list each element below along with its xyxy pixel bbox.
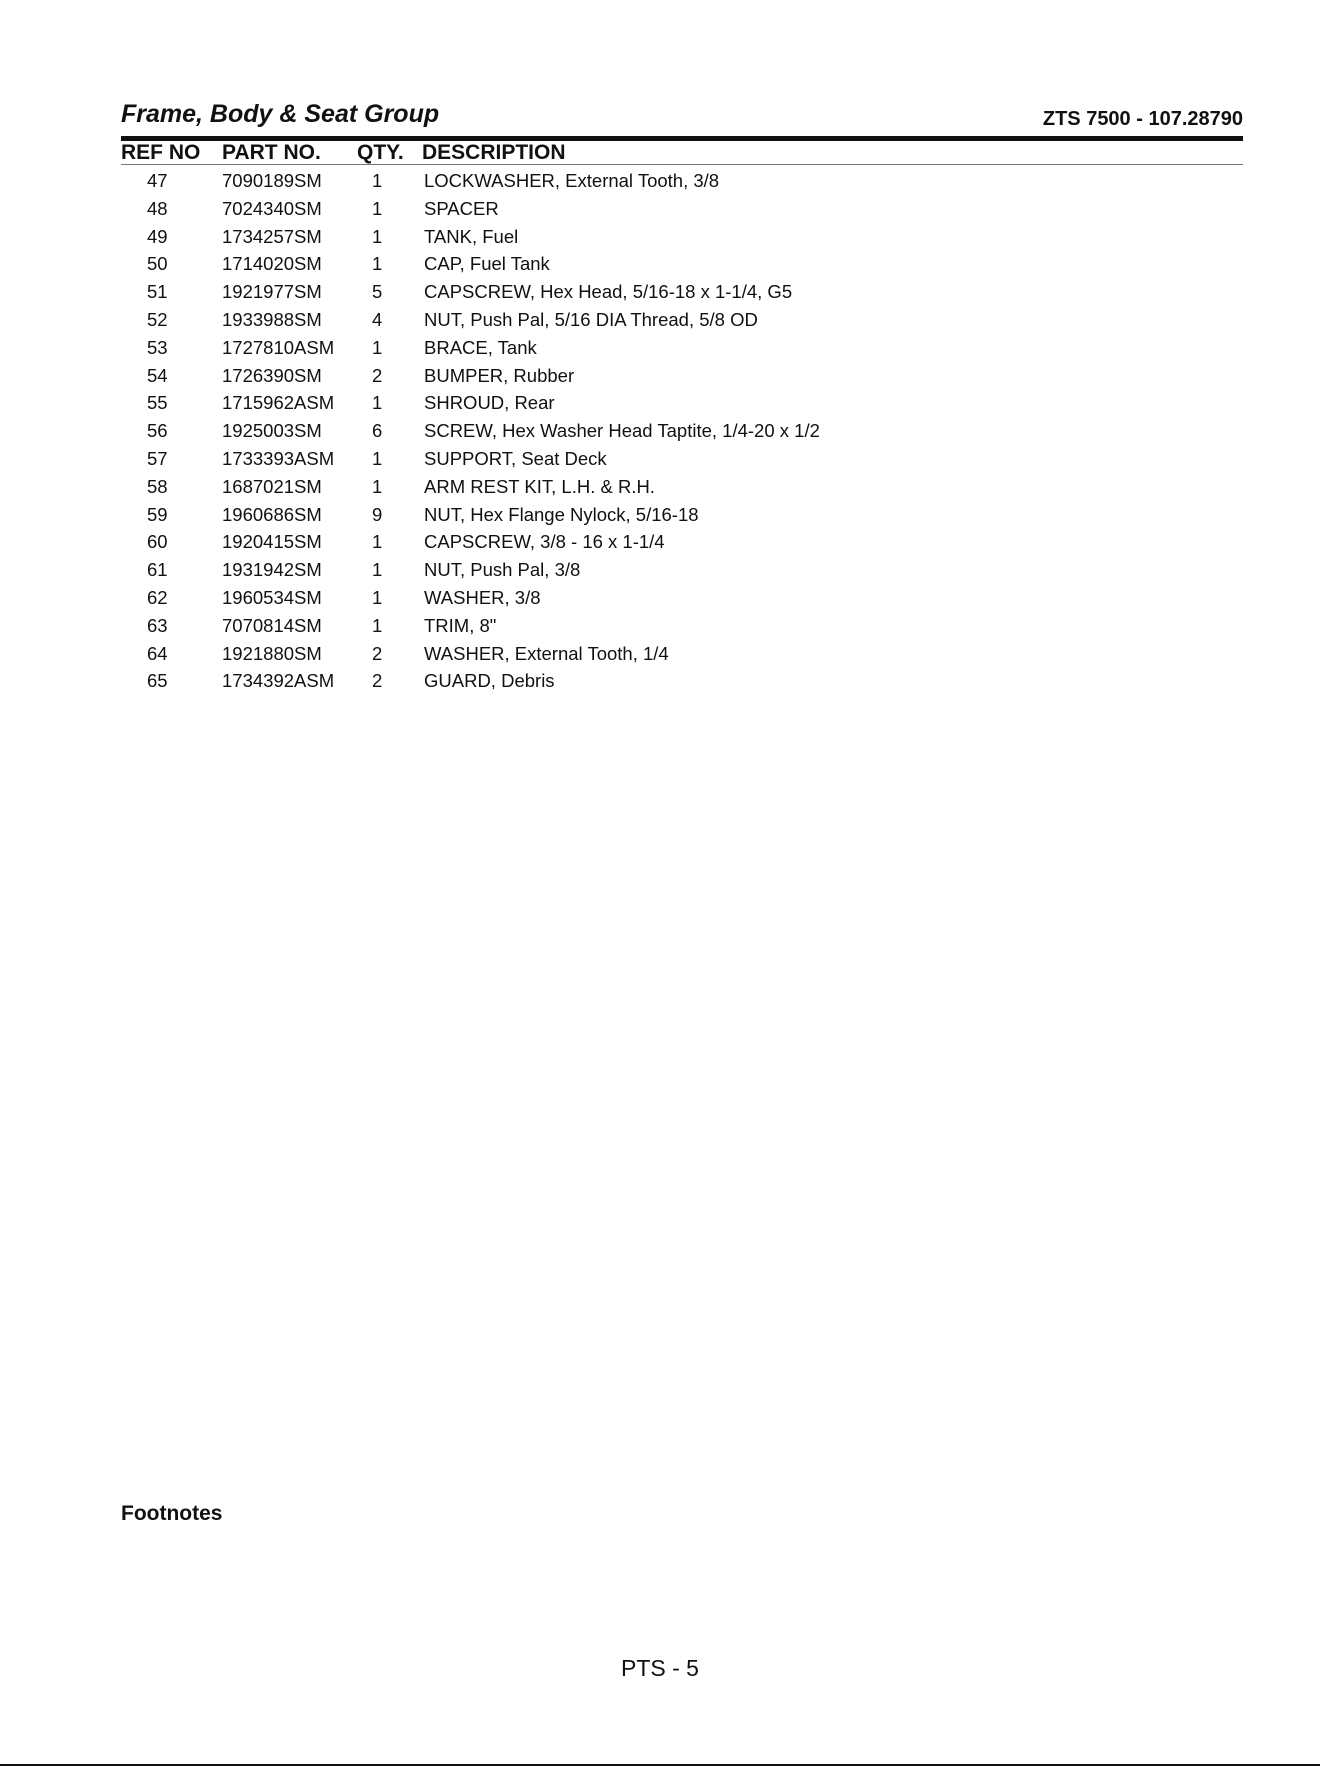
ref-number: 47	[147, 170, 168, 191]
description: BRACE, Tank	[424, 336, 537, 358]
ref-number: 49	[147, 225, 168, 247]
quantity: 1	[372, 447, 383, 469]
table-row	[0, 392, 1320, 420]
table-row	[0, 337, 1320, 365]
part-number: 1734257SM	[222, 225, 322, 247]
ref-number: 63	[147, 614, 168, 636]
col-header-ref: REF NO	[121, 141, 201, 164]
part-number: 1925003SM	[222, 420, 322, 442]
table-row	[0, 420, 1320, 448]
quantity: 1	[372, 225, 383, 247]
ref-number: 50	[147, 253, 168, 275]
part-number: 1733393ASM	[222, 447, 335, 469]
part-number: 1687021SM	[222, 475, 322, 497]
table-row	[0, 281, 1320, 309]
part-number: 1727810ASM	[222, 336, 335, 358]
column-header-rule	[121, 164, 1243, 165]
part-number: 7024340SM	[222, 197, 322, 219]
quantity: 1	[372, 531, 383, 553]
ref-number: 59	[147, 503, 168, 525]
quantity: 2	[372, 364, 383, 386]
part-number: 1931942SM	[222, 559, 322, 581]
description: CAPSCREW, Hex Head, 5/16-18 x 1-1/4, G5	[424, 281, 793, 303]
ref-number: 54	[147, 364, 168, 386]
table-row	[0, 253, 1320, 281]
table-row	[0, 365, 1320, 393]
table-row	[0, 643, 1320, 671]
description: SPACER	[424, 197, 499, 219]
table-row	[0, 448, 1320, 476]
quantity: 4	[372, 308, 383, 330]
description: CAP, Fuel Tank	[424, 253, 550, 275]
description: TANK, Fuel	[424, 225, 519, 247]
quantity: 2	[372, 642, 383, 664]
quantity: 9	[372, 503, 383, 525]
description: SCREW, Hex Washer Head Taptite, 1/4-20 x 1/2	[424, 420, 820, 442]
part-number: 1920415SM	[222, 531, 322, 553]
part-number: 1921977SM	[222, 281, 322, 303]
ref-number: 58	[147, 475, 168, 497]
quantity: 1	[372, 392, 383, 414]
table-row	[0, 615, 1320, 643]
part-number: 1726390SM	[222, 364, 322, 386]
quantity: 2	[372, 670, 383, 692]
quantity: 1	[372, 197, 383, 219]
description: NUT, Push Pal, 3/8	[424, 559, 581, 581]
quantity: 1	[372, 170, 383, 191]
part-number: 1921880SM	[222, 642, 322, 664]
table-row	[0, 504, 1320, 532]
ref-number: 56	[147, 420, 168, 442]
table-row	[0, 309, 1320, 337]
ref-number: 61	[147, 559, 168, 581]
ref-number: 64	[147, 642, 168, 664]
part-number: 1933988SM	[222, 308, 322, 330]
description: WASHER, 3/8	[424, 586, 541, 608]
table-row	[0, 531, 1320, 559]
section-title: Frame, Body & Seat Group	[121, 100, 440, 128]
quantity: 1	[372, 253, 383, 275]
footnotes-label: Footnotes	[121, 1502, 223, 1525]
table-row	[0, 559, 1320, 587]
quantity: 1	[372, 559, 383, 581]
quantity: 5	[372, 281, 383, 303]
table-row	[0, 587, 1320, 615]
description: WASHER, External Tooth, 1/4	[424, 642, 669, 664]
part-number: 1715962ASM	[222, 392, 335, 414]
description: NUT, Push Pal, 5/16 DIA Thread, 5/8 OD	[424, 308, 758, 330]
ref-number: 55	[147, 392, 168, 414]
page-header	[121, 100, 1243, 140]
col-header-description: DESCRIPTION	[422, 141, 566, 164]
ref-number: 62	[147, 586, 168, 608]
ref-number: 51	[147, 281, 168, 303]
description: ARM REST KIT, L.H. & R.H.	[424, 475, 655, 497]
quantity: 1	[372, 475, 383, 497]
table-row	[0, 476, 1320, 504]
description: SHROUD, Rear	[424, 392, 555, 414]
description: LOCKWASHER, External Tooth, 3/8	[424, 170, 720, 191]
ref-number: 52	[147, 308, 168, 330]
description: SUPPORT, Seat Deck	[424, 447, 607, 469]
table-row	[0, 226, 1320, 254]
col-header-part: PART NO.	[222, 141, 321, 164]
part-number: 1734392ASM	[222, 670, 335, 692]
part-number: 1960534SM	[222, 586, 322, 608]
ref-number: 65	[147, 670, 168, 692]
part-number: 7090189SM	[222, 170, 322, 191]
quantity: 6	[372, 420, 383, 442]
quantity: 1	[372, 586, 383, 608]
description: GUARD, Debris	[424, 670, 555, 692]
ref-number: 57	[147, 447, 168, 469]
table-row	[0, 670, 1320, 698]
description: BUMPER, Rubber	[424, 364, 575, 386]
ref-number: 53	[147, 336, 168, 358]
description: NUT, Hex Flange Nylock, 5/16-18	[424, 503, 699, 525]
quantity: 1	[372, 614, 383, 636]
parts-list	[0, 170, 1320, 698]
page-number: PTS - 5	[621, 1655, 699, 1681]
table-row	[0, 198, 1320, 226]
ref-number: 60	[147, 531, 168, 553]
table-row	[0, 170, 1320, 198]
model-number: ZTS 7500 - 107.28790	[1042, 108, 1243, 130]
col-header-qty: QTY.	[357, 141, 404, 164]
part-number: 1960686SM	[222, 503, 322, 525]
ref-number: 48	[147, 197, 168, 219]
part-number: 7070814SM	[222, 614, 322, 636]
quantity: 1	[372, 336, 383, 358]
description: TRIM, 8"	[424, 614, 497, 636]
description: CAPSCREW, 3/8 - 16 x 1-1/4	[424, 531, 665, 553]
part-number: 1714020SM	[222, 253, 322, 275]
